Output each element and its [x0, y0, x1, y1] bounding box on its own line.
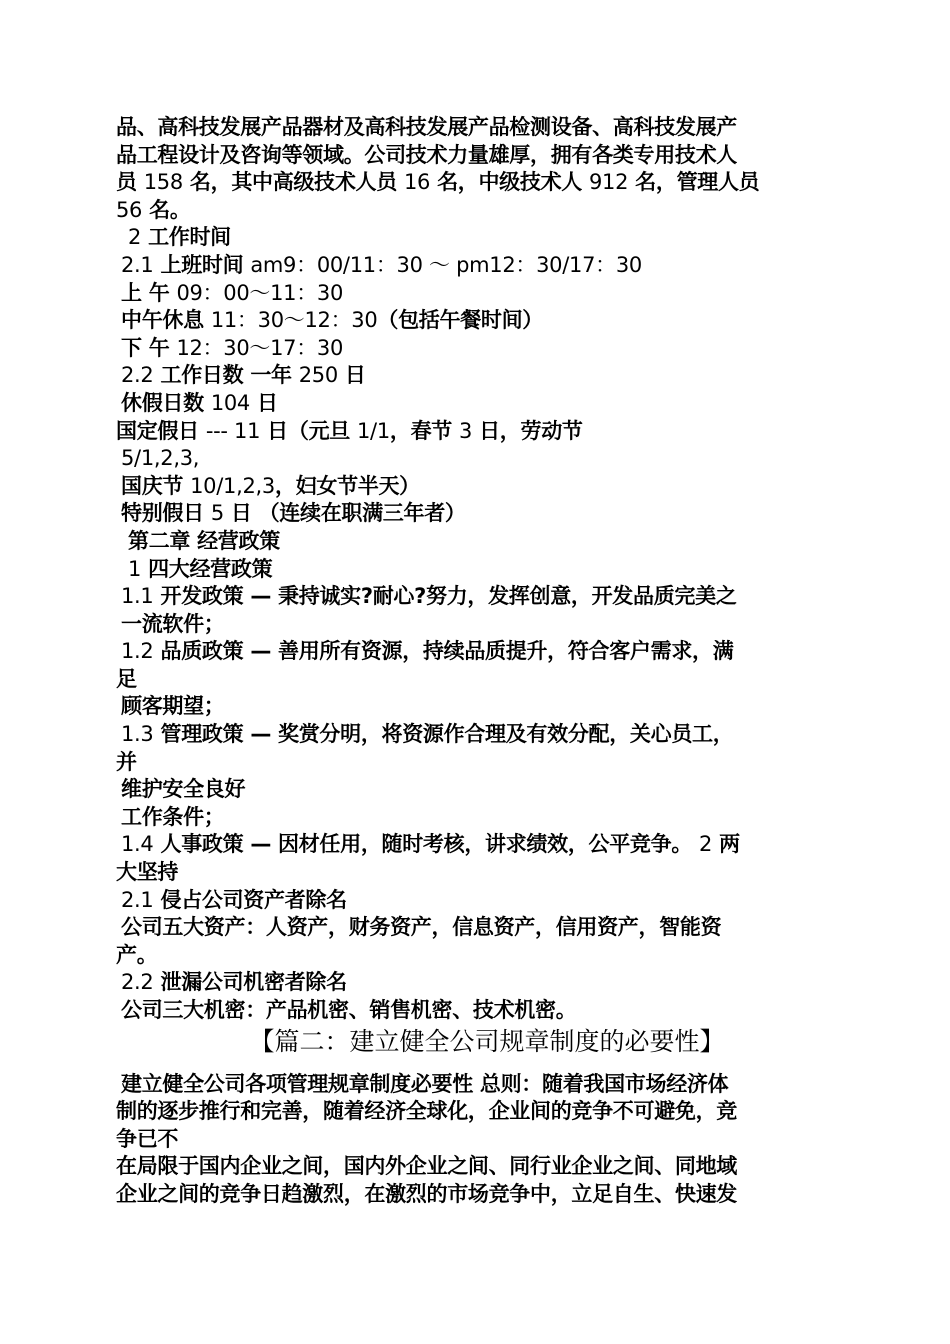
text-line: 大坚持 [116, 860, 179, 885]
text-line: 56 名。 [116, 197, 191, 222]
text-line: 1.1 开发政策 — 秉持诚实?耐心?努力，发挥创意，开发品质完美之 [121, 584, 737, 609]
text-line: 建立健全公司各项管理规章制度必要性 总则：随着我国市场经济体 [121, 1071, 729, 1096]
text-line: 工作条件； [121, 804, 225, 829]
text-line: 1.4 人事政策 — 因材任用，随时考核，讲求绩效，公平竞争。 2 两 [121, 832, 740, 857]
text-line: 争已不 [116, 1126, 179, 1151]
text-line: 1.3 管理政策 — 奖赏分明，将资源作合理及有效分配，关心员工， [121, 722, 734, 747]
text-line: 并 [116, 749, 137, 774]
text-line: 上 午 09：00～11：30 [121, 280, 344, 305]
text-line: 制的逐步推行和完善，随着经济全球化，企业间的竞争不可避免，竞 [116, 1099, 737, 1124]
text-line: 中午休息 11：30～12：30（包括午餐时间） [121, 308, 544, 333]
text-line: 产。 [116, 942, 158, 967]
text-line: 1.2 品质政策 — 善用所有资源，持续品质提升，符合客户需求，满 [121, 639, 734, 664]
text-line: 休假日数 104 日 [121, 390, 278, 415]
text-line: 2.1 上班时间 am9：00/11：30 ～ pm12：30/17：30 [121, 252, 642, 277]
text-line: 顾客期望； [121, 694, 225, 719]
text-line: 在局限于国内企业之间，国内外企业之间、同行业企业之间、同地域 [116, 1154, 737, 1179]
text-line: 2.2 工作日数 一年 250 日 [121, 363, 366, 388]
chapter-title: 第二章 经营政策 [128, 528, 280, 553]
text-line: 员 158 名，其中高级技术人员 16 名，中级技术人 912 名，管理人员 [116, 170, 760, 195]
text-line: 品、高科技发展产品器材及高科技发展产品检测设备、高科技发展产 [116, 115, 737, 139]
section-heading-work-time: 2 工作时间 [128, 225, 231, 250]
text-line: 一流软件； [121, 611, 225, 636]
text-line: 维护安全良好 [121, 777, 246, 802]
part-heading: 【篇二：建立健全公司规章制度的必要性】 [249, 1026, 725, 1056]
text-line: 企业之间的竞争日趋激烈，在激烈的市场竞争中，立足自生、快速发 [116, 1181, 737, 1206]
text-line: 5/1,2,3, [121, 446, 200, 471]
section-heading: 1 四大经营政策 [128, 556, 273, 581]
text-line: 公司三大机密：产品机密、销售机密、技术机密。 [121, 998, 577, 1022]
text-line: 特别假日 5 日 （连续在职满三年者） [121, 501, 466, 526]
text-line: 足 [116, 666, 137, 691]
document-page [116, 114, 838, 1209]
text-line: 品工程设计及咨询等领域。公司技术力量雄厚，拥有各类专用技术人 [116, 142, 737, 167]
text-line: 2.1 侵占公司资产者除名 [121, 887, 347, 912]
text-line: 国定假日 --- 11 日（元旦 1/1，春节 3 日，劳动节 [116, 418, 583, 443]
text-line: 国庆节 10/1,2,3，妇女节半天） [121, 473, 420, 498]
text-line: 2.2 泄漏公司机密者除名 [121, 970, 347, 995]
text-line: 下 午 12：30～17：30 [121, 335, 344, 360]
text-line: 公司五大资产：人资产，财务资产，信息资产，信用资产，智能资 [121, 915, 722, 940]
